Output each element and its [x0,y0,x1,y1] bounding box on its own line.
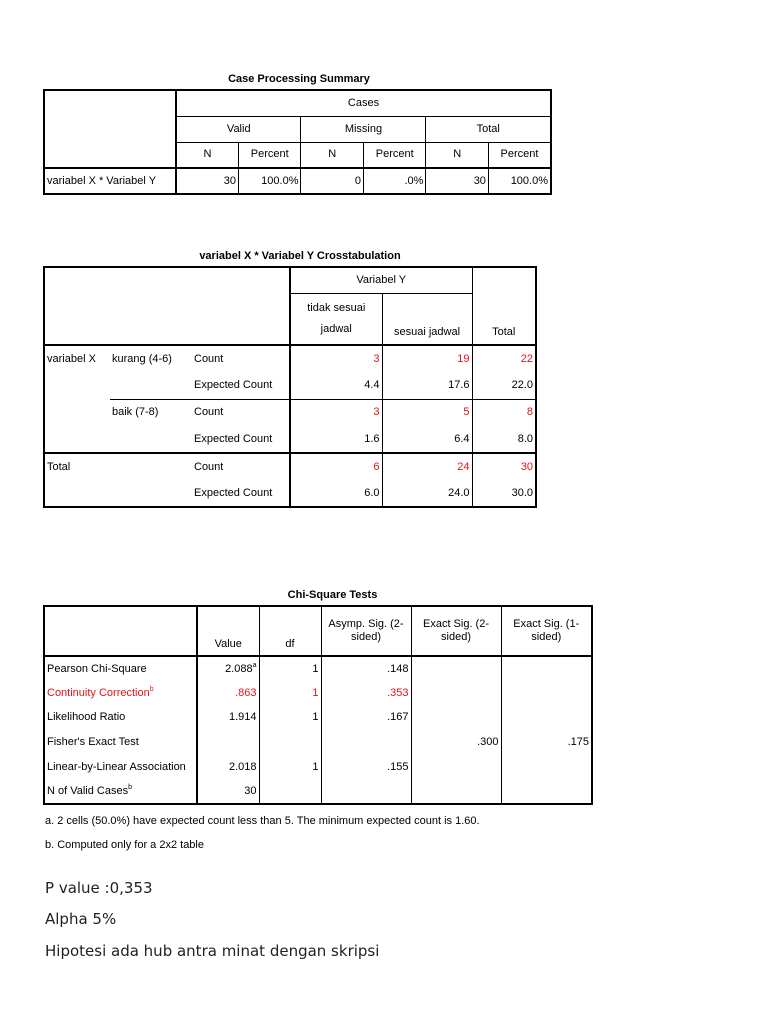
chi-cell: 30 [197,780,259,804]
crosstab-cell: 3 [290,345,382,372]
chi-cell [501,656,592,681]
chi-cell: .353 [321,681,411,705]
cps-missing-percent: .0% [363,168,425,194]
crosstab-col-sesuai-jadwal: sesuai jadwal [382,293,472,345]
chi-row-pearson: Pearson Chi-Square [44,656,197,681]
crosstab-variabel-y-header: Variabel Y [290,267,472,293]
chi-exact2-header-line1: Exact Sig. (2- [422,618,490,630]
crosstab-group-baik: baik (7-8) [110,399,192,426]
chi-continuity-label: Continuity Correction [47,686,150,699]
chi-exact1-header [501,606,592,656]
chi-cell [321,780,411,804]
chi-pearson-value: 2.088 [225,662,253,675]
chi-corner [44,606,197,656]
chi-row-fisher: Fisher's Exact Test [44,729,197,755]
crosstab-cell: 6.0 [290,480,382,507]
cps-valid-percent: 100.0% [239,168,301,194]
crosstab-cell: 6.4 [382,426,472,453]
footnote-a: a. 2 cells (50.0%) have expected count less than 5. The minimum expected count is 1.60. [45,815,480,827]
crosstab-col-tidak-sesuai [290,293,382,345]
crosstab-cell: 30.0 [511,486,533,499]
crosstab-corner [44,267,290,345]
chi-cell [259,780,321,804]
chi-row-likelihood: Likelihood Ratio [44,705,197,729]
cps-percent-header: Percent [239,142,301,168]
chi-asymp-header [321,606,411,656]
cps-total-header: Total [426,116,551,142]
p-value-text: P value :0,353 [45,879,153,897]
cps-percent-header: Percent [488,142,551,168]
footnote-b: b. Computed only for a 2x2 table [45,839,204,851]
chi-cell [197,656,259,681]
chi-cell [411,780,501,804]
chi-exact1-header-line2: sided) [531,631,562,643]
crosstab-cell: 30 [472,453,536,480]
chi-cell: 1 [259,656,321,681]
chi-cell: .300 [411,729,501,755]
chi-cell [411,656,501,681]
cps-cases-header: Cases [347,96,380,109]
crosstab-col1-line1: tidak sesuai [307,302,366,314]
cps-valid-n: 30 [176,168,238,194]
cps-missing-header: Missing [301,116,426,142]
chi-cell: 1.914 [197,705,259,729]
crosstab-row-variable: variabel X [44,345,110,372]
crosstab-cell: 6 [290,453,382,480]
chi-cell: .148 [321,656,411,681]
chi-row-continuity [44,681,197,705]
crosstab-cell: 4.4 [290,372,382,399]
cps-corner [44,90,176,168]
cps-n-header: N [426,142,488,168]
hypothesis-text: Hipotesi ada hub antra minat dengan skripsi [45,942,380,960]
crosstab-expected-label: Expected Count [192,426,290,453]
crosstab-expected-label: Expected Count [192,372,290,399]
crosstab-count-label: Count [192,399,290,426]
cps-total-n: 30 [426,168,488,194]
chi-cell [501,705,592,729]
chi-asymp-header-line1: Asymp. Sig. (2- [328,618,404,630]
crosstab-total-header: Total [492,326,516,338]
crosstab-cell: 19 [382,345,472,372]
cps-row-label: variabel X * Variabel Y [44,168,176,194]
cps-total-percent: 100.0% [488,168,551,194]
crosstab-cell: 5 [382,399,472,426]
chi-df-header: df [259,606,321,656]
chi-cell: 1 [259,755,321,780]
crosstab-group-total: Total [44,453,192,480]
footnote-mark: a [252,661,257,669]
footnote-mark: b [149,685,154,693]
chi-square-tests-table [43,605,593,805]
chi-square-title: Chi-Square Tests [287,589,378,601]
chi-exact2-header-line2: sided) [441,631,471,643]
cps-percent-header: Percent [363,142,425,168]
chi-cell: .175 [567,735,589,748]
crosstab-title: variabel X * Variabel Y Crosstabulation [199,250,401,262]
chi-asymp-header-line2: sided) [351,631,381,643]
crosstab-expected-label: Expected Count [192,480,290,507]
chi-value-header: Value [197,606,259,656]
chi-cell [411,681,501,705]
crosstab-count-label: Count [192,345,290,372]
chi-cell [501,755,592,780]
chi-cell [259,729,321,755]
crosstab-cell: 22 [472,345,536,372]
chi-cell [501,780,592,804]
crosstab-cell: 24 [382,453,472,480]
crosstab-cell: 3 [290,399,382,426]
cps-n-header: N [176,142,238,168]
chi-cell [321,729,411,755]
crosstab-count-label: Count [192,453,290,480]
chi-nvalid-label: N of Valid Cases [47,785,129,797]
crosstabulation-table [43,266,537,508]
chi-cell [197,729,259,755]
alpha-text: Alpha 5% [45,910,117,928]
crosstab-cell: 24.0 [382,480,472,507]
crosstab-cell: 1.6 [290,426,382,453]
crosstab-cell: 22.0 [511,378,533,391]
crosstab-cell: 17.6 [382,372,472,399]
chi-exact1-header-line1: Exact Sig. (1- [513,618,580,630]
chi-cell: 2.018 [197,755,259,780]
chi-cell [411,705,501,729]
cps-valid-header: Valid [176,116,301,142]
cps-n-header: N [301,142,363,168]
crosstab-group-kurang: kurang (4-6) [110,345,192,372]
chi-exact2-header [411,606,501,656]
chi-row-nvalid [44,780,197,804]
chi-cell: .155 [321,755,411,780]
crosstab-cell: 8.0 [517,432,533,445]
chi-row-linear: Linear-by-Linear Association [44,755,197,780]
footnote-mark: b [128,784,133,791]
crosstab-col1-line2: jadwal [320,323,352,335]
cps-missing-n: 0 [301,168,363,194]
case-processing-summary-table [43,89,552,195]
chi-cell: .863 [197,681,259,705]
chi-cell: 1 [259,681,321,705]
crosstab-cell: 8 [472,399,536,426]
chi-cell: 1 [259,705,321,729]
chi-cell [501,681,592,705]
chi-cell [411,755,501,780]
chi-cell: .167 [321,705,411,729]
cps-title: Case Processing Summary [228,73,370,85]
